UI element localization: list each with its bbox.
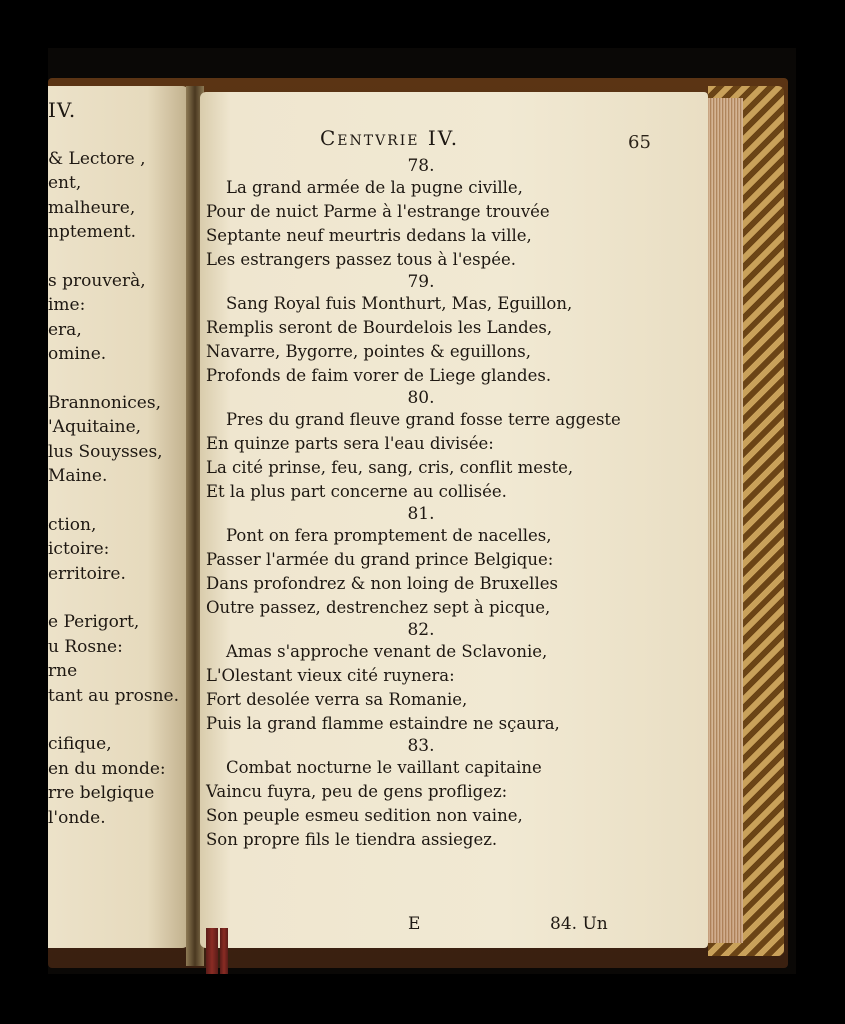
- left-line: ime:: [48, 295, 86, 315]
- left-line: ictoire:: [48, 539, 110, 559]
- quatrain: [206, 272, 606, 388]
- left-line: rre belgique: [48, 783, 155, 803]
- quatrain-number: 78.: [407, 156, 435, 176]
- left-stanza: [48, 732, 190, 830]
- left-line: Brannonices,: [48, 392, 161, 413]
- left-stanza: [48, 391, 190, 489]
- page-block-edges: [703, 98, 743, 943]
- quatrain-line: Vaincu fuyra, peu de gens profligez:: [206, 782, 508, 801]
- left-line: & Lectore ,: [48, 148, 146, 169]
- left-line: rne: [48, 661, 78, 681]
- quatrain-line: Son propre fils le tiendra assiegez.: [206, 830, 498, 849]
- quatrain-number: 80.: [407, 388, 435, 408]
- quatrain-number: 79.: [407, 272, 435, 292]
- page-number: 65: [628, 132, 651, 153]
- left-line: u Rosne:: [48, 636, 123, 657]
- signature-mark: E: [408, 914, 421, 934]
- quatrain-line: La cité prinse, feu, sang, cris, conflit meste,: [206, 458, 574, 477]
- quatrain-line: L'Olestant vieux cité ruynera:: [206, 666, 455, 685]
- quatrain-line: Outre passez, destrenchez sept à picque,: [206, 598, 551, 617]
- left-line: s prouverà,: [48, 270, 146, 291]
- catchword: 84. Un: [550, 914, 608, 934]
- quatrain-line: Passer l'armée du grand prince Belgique:: [206, 550, 554, 569]
- left-page-text: [48, 98, 190, 830]
- quatrain-line: Sang Royal fuis Monthurt, Mas, Eguillon,: [226, 294, 573, 313]
- quatrain-line: Fort desolée verra sa Romanie,: [206, 690, 468, 709]
- left-stanza: [48, 147, 190, 245]
- quatrain-number: 81.: [407, 504, 435, 524]
- quatrain-line: Profonds de faim vorer de Liege glandes.: [206, 366, 552, 385]
- quatrain-number: 82.: [407, 620, 435, 640]
- left-line: cifique,: [48, 734, 112, 754]
- left-line: ction,: [48, 514, 97, 535]
- quatrain-line: Combat nocturne le vaillant capitaine: [226, 758, 542, 777]
- quatrain-line: Remplis seront de Bourdelois les Landes,: [206, 318, 553, 337]
- left-line: lus Souysses,: [48, 441, 163, 462]
- left-stanza: [48, 513, 190, 587]
- quatrain-line: En quinze parts sera l'eau divisée:: [206, 434, 494, 453]
- quatrain-line: Pres du grand fleuve grand fosse terre aggeste: [226, 410, 621, 429]
- quatrain: [206, 736, 606, 852]
- left-stanza: [48, 610, 190, 708]
- quatrain-line: Septante neuf meurtris dedans la ville,: [206, 226, 532, 245]
- left-line: en du monde:: [48, 758, 166, 779]
- left-line: era,: [48, 319, 82, 340]
- quatrain-line: Les estrangers passez tous à l'espée.: [206, 250, 516, 269]
- quatrain-line: Et la plus part concerne au collisée.: [206, 482, 507, 501]
- left-stanza: [48, 269, 190, 367]
- left-line: omine.: [48, 344, 107, 364]
- quatrain: [206, 156, 606, 272]
- quatrain-line: Dans profondrez & non loing de Bruxelles: [206, 574, 558, 593]
- page-header: Centvrie IV.: [320, 126, 460, 150]
- left-line: nptement.: [48, 222, 137, 242]
- left-line: Maine.: [48, 466, 108, 486]
- quatrain-list: [206, 156, 621, 852]
- quatrain-line: Puis la grand flamme estaindre ne sçaura,: [206, 714, 560, 733]
- quatrain-line: Navarre, Bygorre, pointes & eguillons,: [206, 342, 531, 361]
- left-line: ent,: [48, 173, 82, 193]
- left-line: l'onde.: [48, 807, 106, 828]
- quatrain: [206, 620, 606, 736]
- left-line: 'Aquitaine,: [48, 417, 142, 437]
- left-line: malheure,: [48, 197, 136, 218]
- bookmark-ribbon: [220, 928, 228, 974]
- quatrain-number: 83.: [407, 736, 435, 756]
- quatrain-line: La grand armée de la pugne civille,: [226, 178, 523, 197]
- quatrain-line: Pour de nuict Parme à l'estrange trouvée: [206, 202, 550, 221]
- quatrain: [206, 388, 621, 504]
- photo-frame: [48, 48, 796, 974]
- left-page-header: IV.: [48, 98, 77, 122]
- quatrain-line: Son peuple esmeu sedition non vaine,: [206, 806, 523, 825]
- left-line: erritoire.: [48, 563, 126, 584]
- left-line: tant au prosne.: [48, 685, 180, 706]
- quatrain: [206, 504, 606, 620]
- quatrain-line: Amas s'approche venant de Sclavonie,: [226, 642, 548, 661]
- bookmark-ribbon: [206, 928, 218, 974]
- left-line: e Perigort,: [48, 612, 140, 632]
- quatrain-line: Pont on fera promptement de nacelles,: [226, 526, 552, 545]
